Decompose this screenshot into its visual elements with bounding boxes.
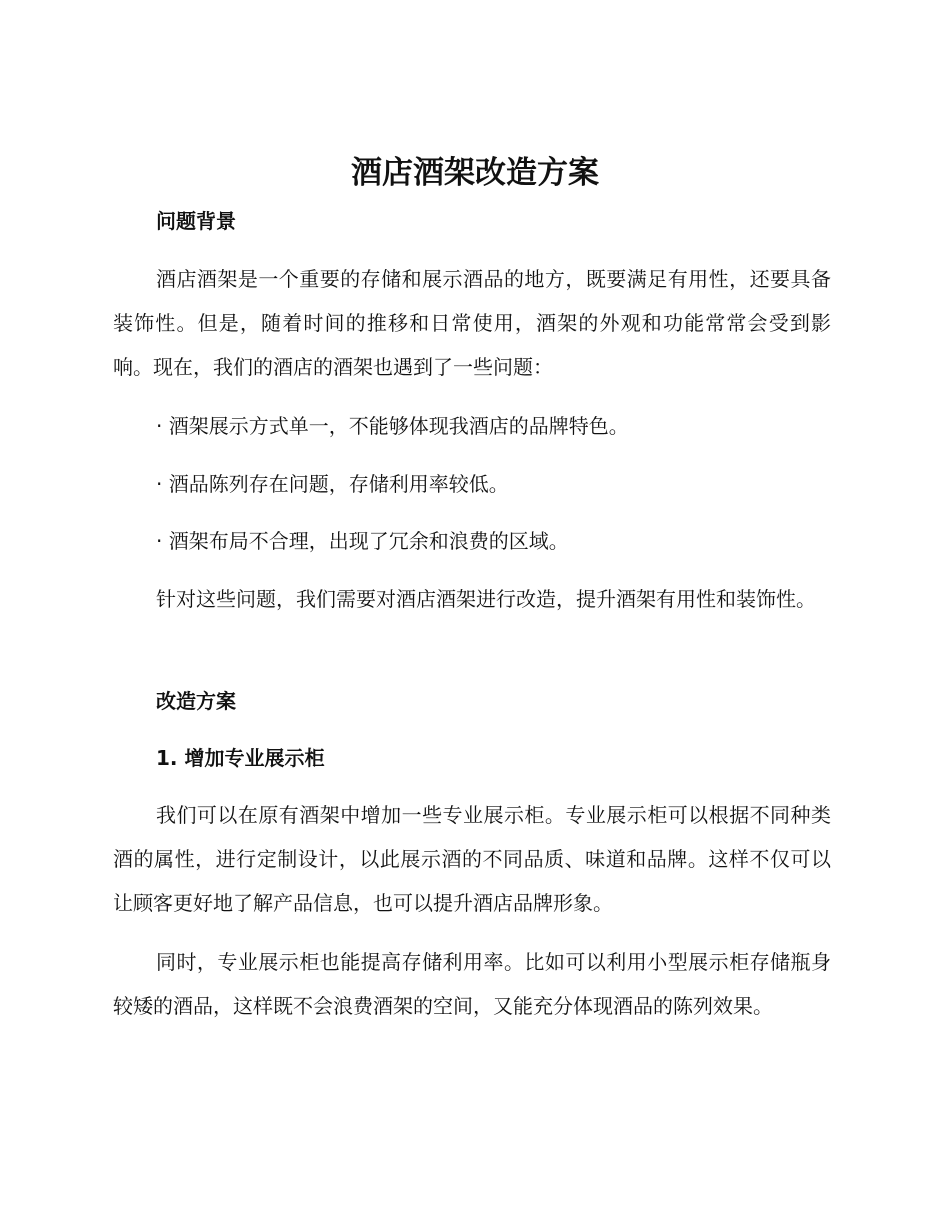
- bullet-item-1: · 酒架展示方式单一，不能够体现我酒店的品牌特色。: [156, 414, 629, 438]
- bullet-item-2: · 酒品陈列存在问题，存储利用率较低。: [156, 472, 509, 496]
- document-title: 酒店酒架改造方案: [351, 155, 599, 191]
- bullet-item-3: · 酒架布局不合理，出现了冗余和浪费的区域。: [156, 529, 569, 553]
- background-intro-paragraph: 酒店酒架是一个重要的存储和展示酒品的地方，既要满足有用性，还要具备装饰性。但是，随着时间的推移和日常使用，酒架的外观和功能常常会受到影响。现在，我们的酒店的酒架也遇到了一些问题：: [113, 267, 831, 379]
- background-conclusion-paragraph: 针对这些问题，我们需要对酒店酒架进行改造，提升酒架有用性和装饰性。: [156, 587, 816, 611]
- plan-paragraph-1: 我们可以在原有酒架中增加一些专业展示柜。专业展示柜可以根据不同种类酒的属性，进行定制设计，以此展示酒的不同品质、味道和品牌。这样不仅可以让顾客更好地了解产品信息，也可以提升酒店品牌形象。: [113, 803, 831, 915]
- plan-paragraph-2: 同时，专业展示柜也能提高存储利用率。比如可以利用小型展示柜存储瓶身较矮的酒品，这样既不会浪费酒架的空间，又能充分体现酒品的陈列效果。: [113, 950, 831, 1018]
- section-heading-plan: 改造方案: [156, 689, 236, 713]
- subheading-display-cabinet: 1. 增加专业展示柜: [156, 746, 325, 770]
- section-heading-background: 问题背景: [156, 209, 236, 233]
